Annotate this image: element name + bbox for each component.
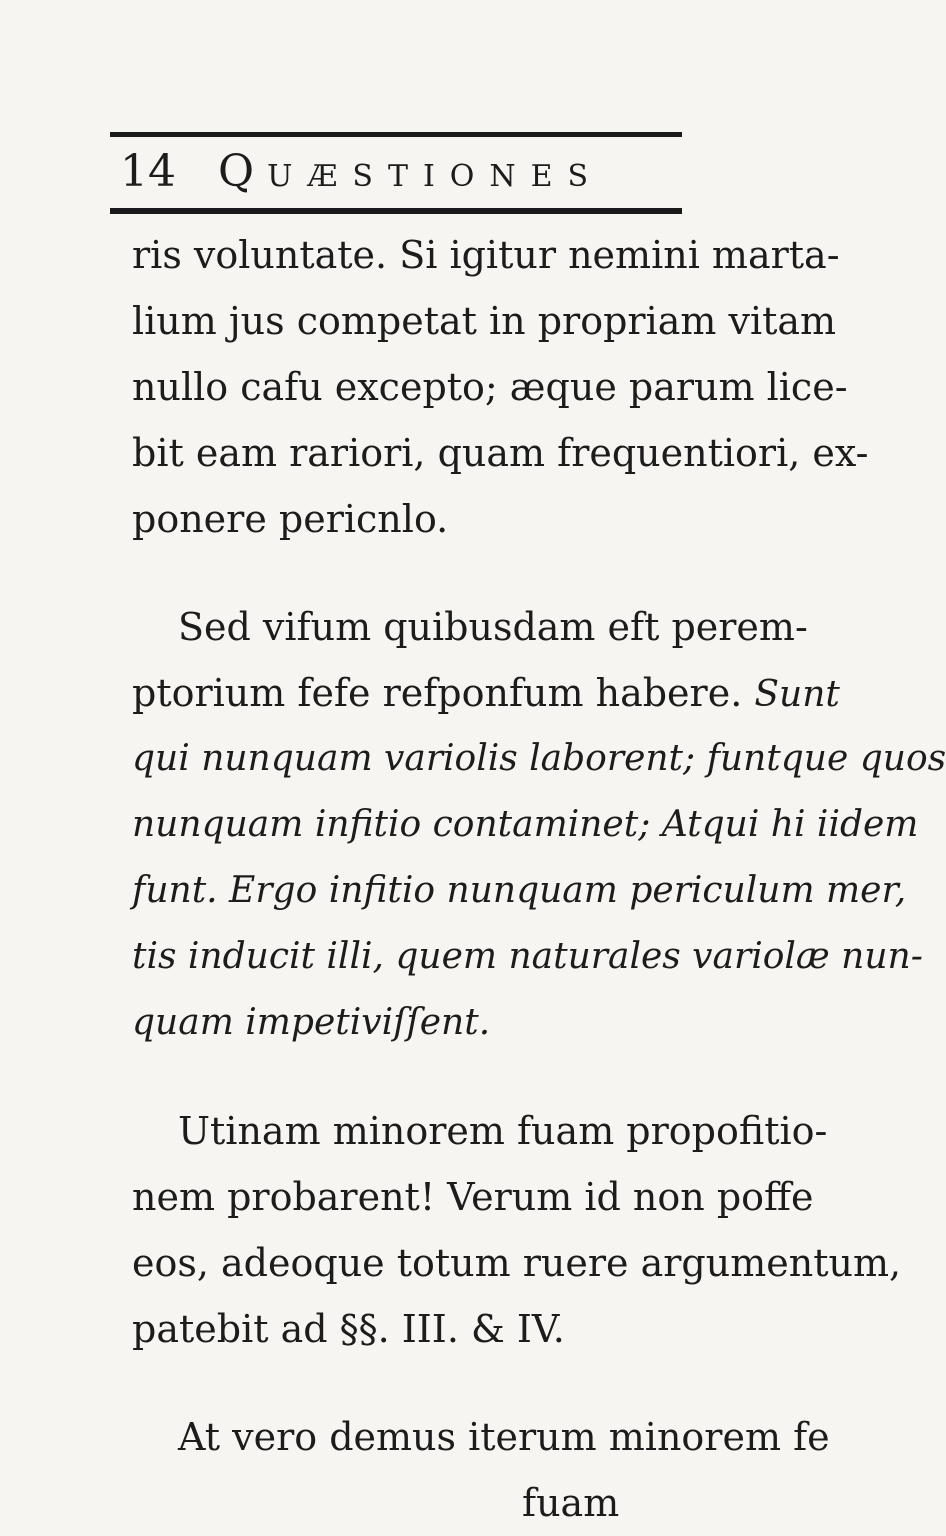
paragraph-1 (132, 222, 869, 552)
header-rule-bottom (110, 208, 682, 214)
text-line (132, 660, 840, 726)
header-rule-top (110, 132, 682, 137)
text-line: patebit ad §§. III. & IV. (132, 1307, 565, 1351)
text-line-roman: ptorium fefe refponfum habere. (132, 671, 743, 715)
text-line: nem probarent! Verum id non poffe (132, 1175, 814, 1219)
running-title-rest: UÆSTIONES (267, 159, 604, 194)
paragraph-gap (132, 1362, 682, 1404)
text-line-italic: funt. Ergo infitio nunquam periculum mer, (132, 870, 907, 911)
text-line: At vero demus iterum minorem fe (178, 1415, 830, 1459)
text-line: lium jus competat in propriam vitam (132, 299, 837, 343)
paragraph-gap (132, 1056, 682, 1098)
text-line-italic: qui nunquam variolis laborent; funtque quos (132, 738, 946, 779)
text-line: Utinam minorem fuam propofitio- (178, 1109, 828, 1153)
text-line-italic: tis inducit illi, quem naturales variolæ nun- (132, 936, 923, 977)
text-line: nullo cafu excepto; æque parum lice- (132, 365, 848, 409)
paragraph-2 (132, 594, 946, 1056)
catchword: fuam (522, 1481, 620, 1525)
paragraph-gap (132, 552, 682, 594)
running-title (218, 142, 603, 207)
page-number: 14 (120, 146, 176, 197)
paragraph-4 (132, 1404, 830, 1536)
paragraph-3 (132, 1098, 902, 1362)
text-line-italic: nunquam infitio contaminet; Atqui hi iidem (132, 804, 919, 845)
text-line-italic: quam impetiviſſent. (132, 1002, 491, 1043)
running-title-initial: Q (218, 146, 268, 197)
text-line: eos, adeoque totum ruere argumentum, (132, 1241, 902, 1285)
text-line: ris voluntate. Si igitur nemini marta- (132, 233, 840, 277)
page-header (112, 140, 682, 206)
text-line: bit eam rariori, quam frequentiori, ex- (132, 431, 869, 475)
body-text (132, 222, 946, 1536)
text-line-italic: Sunt (754, 674, 840, 715)
text-line: Sed vifum quibusdam eft perem- (178, 605, 808, 649)
text-line: ponere pericnlo. (132, 497, 449, 541)
